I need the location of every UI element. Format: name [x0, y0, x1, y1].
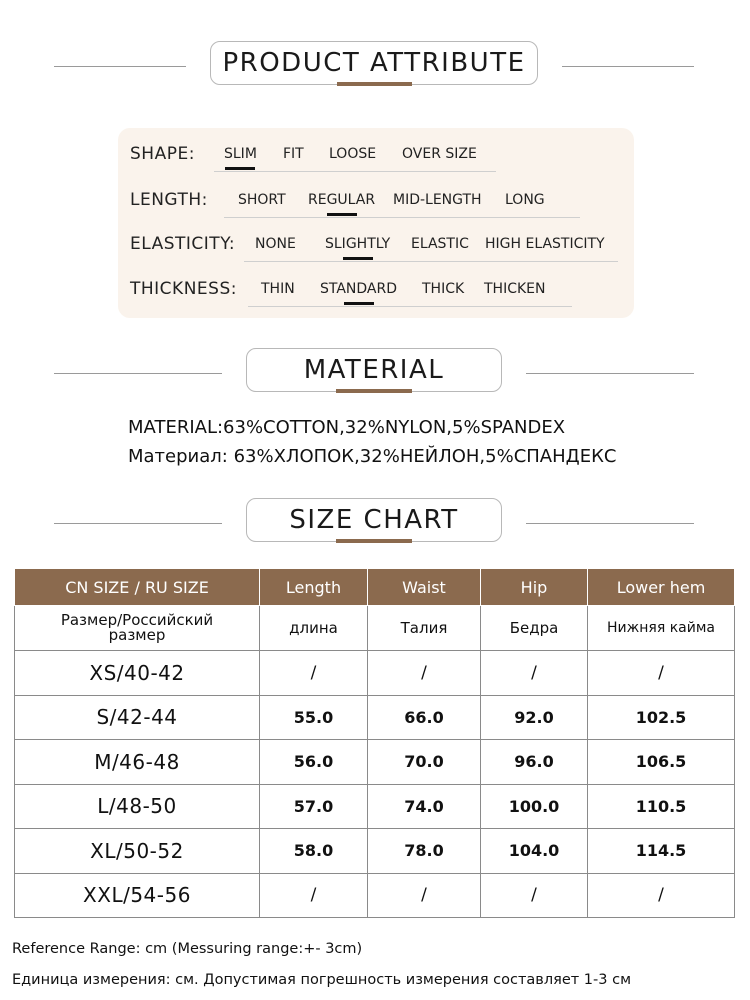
attribute-option: MID-LENGTH [393, 192, 482, 208]
length-cell: 56.0 [260, 740, 368, 785]
attribute-label: THICKNESS: [130, 279, 237, 299]
material-text [128, 413, 616, 471]
length-cell: / [260, 651, 368, 696]
table-row [15, 829, 735, 874]
attribute-underline [244, 261, 618, 262]
header-lower-hem: Lower hem [588, 569, 735, 606]
size-chart-heading [0, 498, 750, 548]
heading-rule-left [54, 523, 222, 524]
length-cell: / [260, 873, 368, 918]
waist-cell: 66.0 [368, 695, 481, 740]
size-chart-header-row [15, 569, 735, 606]
hip-cell: / [481, 651, 588, 696]
lower-hem-cell: 102.5 [588, 695, 735, 740]
heading-rule-right [526, 523, 694, 524]
attribute-option: OVER SIZE [402, 146, 477, 162]
lower-hem-cell: 106.5 [588, 740, 735, 785]
heading-rule-right [562, 66, 694, 67]
ru-header-size: Размер/Российский размер [15, 606, 260, 651]
ru-header-waist: Талия [368, 606, 481, 651]
size-cell: S/42-44 [15, 695, 260, 740]
table-row [15, 784, 735, 829]
attribute-label: SHAPE: [130, 144, 195, 164]
size-cell: XXL/54-56 [15, 873, 260, 918]
attribute-row-thickness [118, 277, 634, 307]
hip-cell: 92.0 [481, 695, 588, 740]
attribute-label: ELASTICITY: [130, 234, 236, 254]
length-cell: 57.0 [260, 784, 368, 829]
header-waist: Waist [368, 569, 481, 606]
heading-rule-right [526, 373, 694, 374]
attribute-option-selected: REGULAR [308, 192, 375, 208]
attribute-underline [248, 306, 572, 307]
attribute-option-selected: SLIM [224, 146, 257, 162]
ru-header-hip: Бедра [481, 606, 588, 651]
measurement-notes [12, 934, 631, 996]
waist-cell: 70.0 [368, 740, 481, 785]
note-english: Reference Range: cm (Messuring range:+- 3cm) [12, 941, 363, 957]
hip-cell: 100.0 [481, 784, 588, 829]
lower-hem-cell: 110.5 [588, 784, 735, 829]
attribute-label: LENGTH: [130, 190, 208, 210]
waist-cell: / [368, 651, 481, 696]
heading-accent [337, 82, 412, 86]
attribute-underline [214, 171, 496, 172]
heading-accent [336, 389, 412, 393]
size-chart-table [14, 568, 735, 918]
size-chart-ru-header-row [15, 606, 735, 651]
attribute-panel [118, 128, 634, 318]
material-english: MATERIAL:63%COTTON,32%NYLON,5%SPANDEX [128, 417, 566, 438]
size-cell: L/48-50 [15, 784, 260, 829]
table-row [15, 695, 735, 740]
length-cell: 58.0 [260, 829, 368, 874]
attribute-option: FIT [283, 146, 304, 162]
hip-cell: / [481, 873, 588, 918]
table-row [15, 873, 735, 918]
material-heading [0, 348, 750, 398]
header-hip: Hip [481, 569, 588, 606]
attribute-row-shape [118, 142, 634, 172]
attribute-option-selected: SLIGHTLY [325, 236, 390, 252]
material-title: MATERIAL [246, 348, 502, 392]
lower-hem-cell: 114.5 [588, 829, 735, 874]
attribute-option: THICK [422, 281, 465, 297]
attribute-option: SHORT [238, 192, 286, 208]
ru-header-lower-hem: Нижняя кайма [588, 606, 735, 651]
hip-cell: 96.0 [481, 740, 588, 785]
attribute-option: THICKEN [484, 281, 546, 297]
attribute-option: LONG [505, 192, 545, 208]
attribute-row-length [118, 188, 634, 218]
attribute-underline [224, 217, 580, 218]
size-cell: M/46-48 [15, 740, 260, 785]
waist-cell: 74.0 [368, 784, 481, 829]
size-cell: XS/40-42 [15, 651, 260, 696]
attribute-option: NONE [255, 236, 296, 252]
table-row [15, 740, 735, 785]
note-russian: Единица измерения: см. Допустимая погрешность измерения составляет 1-3 см [12, 972, 632, 988]
header-cn-ru-size: CN SIZE / RU SIZE [15, 569, 260, 606]
lower-hem-cell: / [588, 873, 735, 918]
size-chart-title: SIZE CHART [246, 498, 502, 542]
waist-cell: / [368, 873, 481, 918]
attribute-option: THIN [261, 281, 295, 297]
material-russian: Материал: 63%ХЛОПОК,32%НЕЙЛОН,5%СПАНДЕКС [128, 446, 617, 467]
product-attribute-heading [0, 41, 750, 91]
attribute-row-elasticity [118, 232, 634, 262]
heading-rule-left [54, 373, 222, 374]
attribute-option: LOOSE [329, 146, 377, 162]
size-cell: XL/50-52 [15, 829, 260, 874]
product-attribute-title: PRODUCT ATTRIBUTE [210, 41, 538, 85]
ru-header-length: длина [260, 606, 368, 651]
attribute-option: HIGH ELASTICITY [485, 236, 605, 252]
waist-cell: 78.0 [368, 829, 481, 874]
length-cell: 55.0 [260, 695, 368, 740]
heading-accent [336, 539, 412, 543]
attribute-option: ELASTIC [411, 236, 469, 252]
attribute-option-selected: STANDARD [320, 281, 397, 297]
header-length: Length [260, 569, 368, 606]
heading-rule-left [54, 66, 186, 67]
table-row [15, 651, 735, 696]
hip-cell: 104.0 [481, 829, 588, 874]
lower-hem-cell: / [588, 651, 735, 696]
